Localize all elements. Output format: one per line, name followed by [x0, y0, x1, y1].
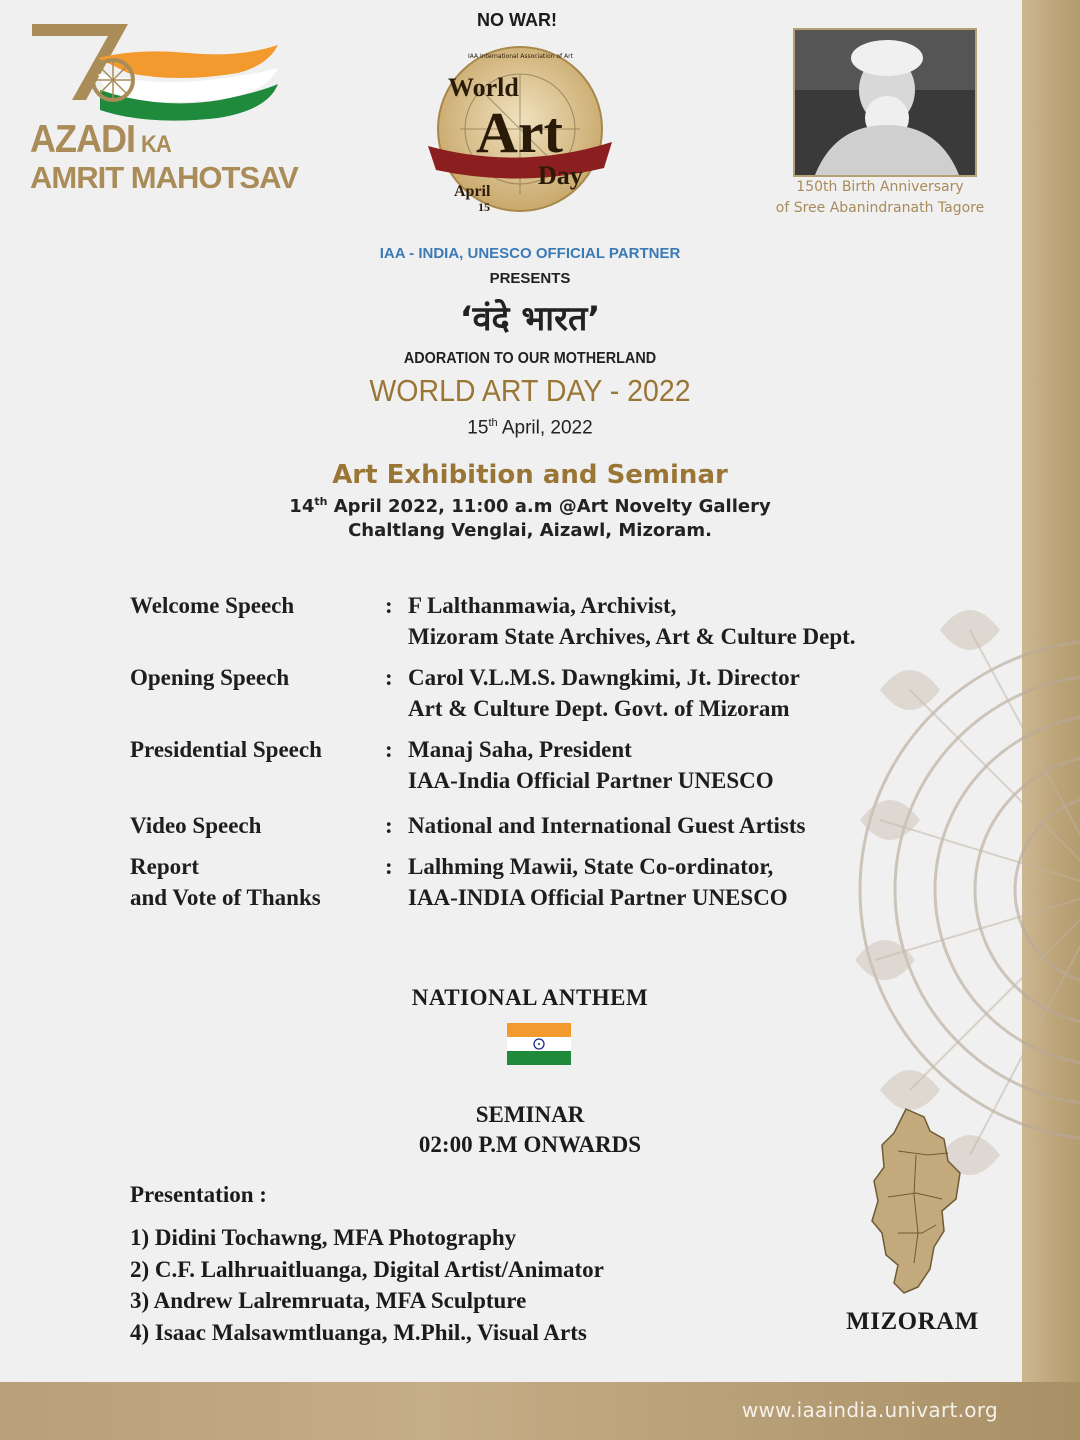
adoration-line: ADORATION TO OUR MOTHERLAND: [403, 350, 657, 367]
programme-row: Opening Speech : Carol V.L.M.S. Dawngkimi, Jt. Director Art & Culture Dept. Govt. of Mizoram: [130, 665, 800, 721]
indian-flag-icon: [507, 1023, 571, 1065]
exhibition-datetime: 14th April 2022, 11:00 a.m @Art Novelty Gallery: [289, 495, 771, 517]
tagore-portrait: [793, 28, 977, 177]
programme-row: Presidential Speech : Manaj Saha, President IAA-India Official Partner UNESCO: [130, 737, 774, 793]
national-anthem-heading: NATIONAL ANTHEM: [411, 985, 649, 1010]
presentation-heading: Presentation :: [130, 1182, 267, 1207]
logo-april-text: April: [454, 183, 491, 200]
list-item: 4) Isaac Malsawmtluanga, M.Phil., Visual Arts: [130, 1319, 587, 1345]
programme-row: Video Speech : National and International Guest Artists: [130, 813, 806, 838]
amrit-mahotsav-text: AMRIT MAHOTSAV: [30, 160, 298, 195]
programme-row: Welcome Speech : F Lalthanmawia, Archivist, Mizoram State Archives, Art & Culture Dept.: [130, 593, 856, 649]
event-date: 15th April, 2022: [467, 417, 593, 439]
world-art-day-logo: [420, 34, 620, 218]
logo-top-text: IAA International Association of Art: [468, 53, 573, 60]
partner-line: IAA - INDIA, UNESCO OFFICIAL PARTNER: [379, 245, 681, 262]
programme-list: [130, 590, 930, 923]
seminar-time: 02:00 P.M ONWARDS: [418, 1132, 642, 1157]
no-war-text: NO WAR!: [477, 10, 557, 30]
event-title: WORLD ART DAY - 2022: [369, 373, 691, 408]
seminar-title: SEMINAR: [475, 1102, 585, 1127]
mizoram-map: [858, 1105, 968, 1295]
map-label: MIZORAM: [846, 1308, 979, 1335]
logo-15-text: 15: [478, 200, 490, 214]
tagore-caption: 150th Birth Anniversary of Sree Abanindranath Tagore: [775, 179, 985, 216]
azadi-ka-text: AZADI KA: [30, 116, 171, 161]
hindi-title: ‘वंदे भारत’: [459, 299, 601, 339]
logo-world-text: World: [448, 73, 519, 102]
list-item: 2) C.F. Lalhruaitluanga, Digital Artist/Animator: [130, 1256, 604, 1282]
list-item: 3) Andrew Lalremruata, MFA Sculpture: [130, 1288, 527, 1313]
list-item: 1) Didini Tochawng, MFA Photography: [130, 1225, 517, 1250]
programme-row: Report and Vote of Thanks : Lalhming Mawii, State Co-ordinator, IAA-INDIA Official Partner UNESCO: [130, 854, 788, 910]
presentation-list: [130, 1222, 604, 1348]
logo-day-text: Day: [538, 161, 583, 190]
website-link[interactable]: www.iaaindia.univart.org: [741, 1398, 998, 1422]
exhibition-title: Art Exhibition and Seminar: [332, 460, 728, 490]
presents-line: PRESENTS: [489, 270, 571, 287]
exhibition-venue: Chaltlang Venglai, Aizawl, Mizoram.: [348, 520, 712, 541]
logo-art-text: Art: [476, 100, 563, 165]
